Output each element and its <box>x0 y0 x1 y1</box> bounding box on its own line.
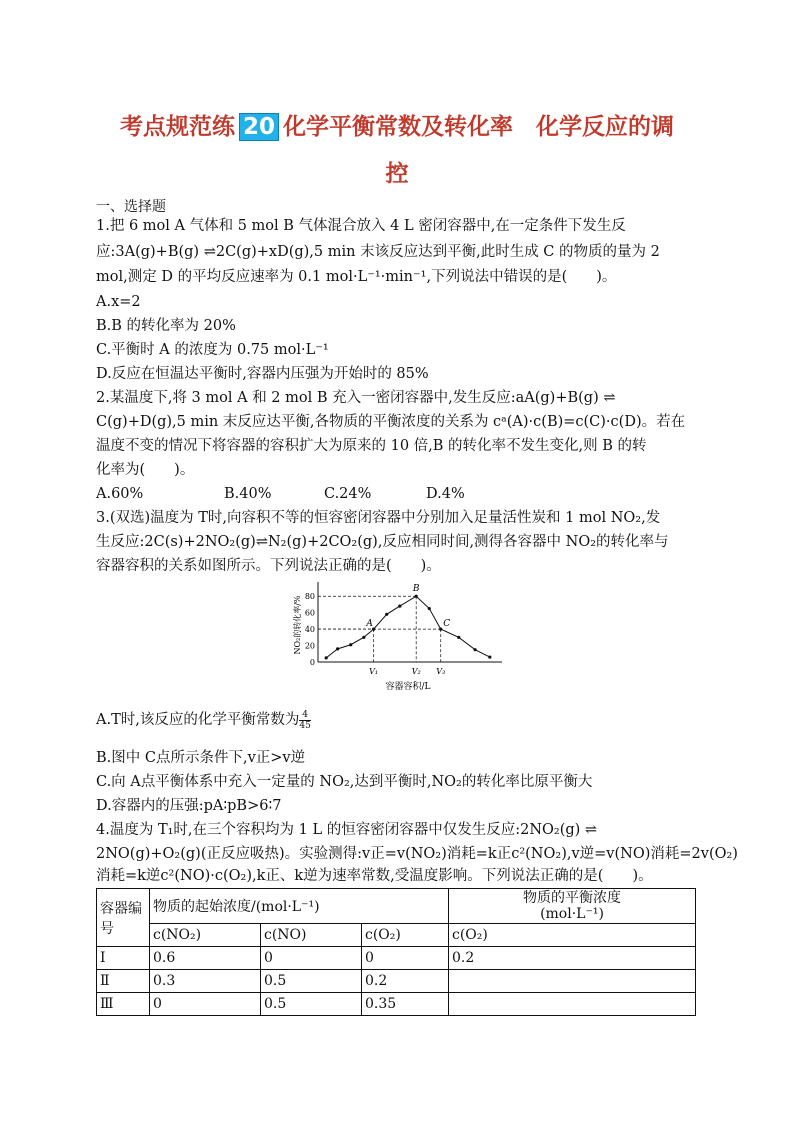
y-tick-label: 40 <box>304 625 315 635</box>
table-subheader: c(NO) <box>261 924 362 947</box>
table-subheader: c(O₂) <box>449 924 696 947</box>
fraction: $\frac{4}{45}$ <box>299 709 311 731</box>
q3-option: B.图中 C点所示条件下,v正>v逆 <box>96 750 306 766</box>
point-label: B <box>412 584 420 595</box>
q1-option: B.B 的转化率为 20% <box>96 318 236 334</box>
q3-line: 生反应:2C(s)+2NO₂(g)⇌N₂(g)+2CO₂(g),反应相同时间,测得各容器中 NO₂的转化率与 <box>96 534 669 550</box>
q4-line: 2NO(g)+O₂(g)(正反应吸热)。实验测得:v正=v(NO₂)消耗=k正c²(NO₂),v逆=v(NO)消耗=2v(O₂) <box>96 846 738 862</box>
q1-line: mol,测定 D 的平均反应速率为 0.1 mol·L⁻¹·min⁻¹,下列说法中错误的是( )。 <box>96 269 617 285</box>
point-label: A <box>366 619 373 630</box>
y-tick-label: 80 <box>304 592 315 602</box>
data-point <box>473 648 476 651</box>
q1-option: D.反应在恒温达平衡时,容器内压强为开始时的 85% <box>96 366 429 382</box>
q2-option: A.60% <box>96 486 144 502</box>
q4-line: 消耗=k逆c²(NO)·c(O₂),k正、k逆为速率常数,受温度影响。下列说法正确的是( )。 <box>96 868 653 884</box>
data-point <box>336 647 339 650</box>
y-axis-label: NO₂的转化率/% <box>293 595 302 655</box>
q2-line: 化率为( )。 <box>96 462 195 478</box>
table-row: Ⅲ 0 0.5 0.35 <box>97 993 696 1016</box>
q1-option: C.平衡时 A 的浓度为 0.75 mol·L⁻¹ <box>96 342 329 358</box>
q2-option: D.4% <box>426 486 465 502</box>
data-point <box>325 656 328 659</box>
q2-options <box>96 482 706 506</box>
data-point <box>428 607 431 610</box>
data-point <box>362 636 365 639</box>
y-tick-label: 0 <box>309 658 315 667</box>
table-row: Ⅱ 0.3 0.5 0.2 <box>97 970 696 993</box>
page-title: 考点规范练 20 化学平衡常数及转化率 化学反应的调 <box>119 114 674 140</box>
q2-line: 温度不变的情况下将容器的容积扩大为原来的 10 倍,B 的转化率不发生变化,则 B 的转 <box>96 438 647 454</box>
table-subheader: c(O₂) <box>362 924 449 947</box>
x-tick-label: V₁ <box>369 667 379 676</box>
q3-option: D.容器内的压强:pA∶pB>6∶7 <box>96 798 282 814</box>
conversion-chart <box>288 582 504 692</box>
data-table <box>96 888 696 1016</box>
data-point <box>439 628 442 631</box>
y-tick-label: 20 <box>304 641 315 651</box>
table-subheader: c(NO₂) <box>150 924 261 947</box>
x-tick-label: V₃ <box>436 667 446 676</box>
exercise-number: 20 <box>239 113 279 141</box>
data-point <box>488 655 491 658</box>
data-point <box>398 604 401 607</box>
q2-line: 2.某温度下,将 3 mol A 和 2 mol B 充入一密闭容器中,发生反应:aA(g)+B(g) ⇌ <box>96 390 616 406</box>
x-axis-label: 容器容积/L <box>385 682 431 692</box>
table-row: Ⅰ 0.6 0 0 0.2 <box>97 947 696 970</box>
q1-line: 1.把 6 mol A 气体和 5 mol B 气体混合放入 4 L 密闭容器中,在一定条件下发生反 <box>96 218 626 234</box>
data-point <box>457 636 460 639</box>
q2-option: C.24% <box>324 486 372 502</box>
data-point <box>415 595 418 598</box>
q4-line: 4.温度为 T₁时,在三个容积均为 1 L 的恒容密闭容器中仅发生反应:2NO₂(g) ⇌ <box>96 822 598 838</box>
y-tick-label: 60 <box>304 608 315 618</box>
section-heading: 一、选择题 <box>96 199 166 215</box>
q3-option-a: A.T时,该反应的化学平衡常数为 $\frac{4}{45}$ <box>96 709 311 731</box>
q2-line: C(g)+D(g),5 min 末反应达平衡,各物质的平衡浓度的关系为 cᵃ(A)·c(B)=c(C)·c(D)。若在 <box>96 414 686 430</box>
data-point <box>349 643 352 646</box>
q1-line: 应:3A(g)+B(g) ⇌2C(g)+xD(g),5 min 末该反应达到平衡,此时生成 C 的物质的量为 2 <box>96 244 660 260</box>
table-header: 物质的起始浓度/(mol·L⁻¹) <box>150 889 449 924</box>
table-header: 容器编号 <box>97 889 150 947</box>
q1-option: A.x=2 <box>96 294 141 310</box>
point-label: C <box>443 619 451 630</box>
table-header: 物质的平衡浓度 (mol·L⁻¹) <box>449 889 696 924</box>
q3-line: 容器容积的关系如图所示。下列说法正确的是( )。 <box>96 558 441 574</box>
page-title-cont: 控 <box>385 161 409 187</box>
q3-option: C.向 A点平衡体系中充入一定量的 NO₂,达到平衡时,NO₂的转化率比原平衡大 <box>96 774 593 790</box>
series-line <box>326 596 490 658</box>
q3-line: 3.(双选)温度为 T时,向容积不等的恒容密闭容器中分别加入足量活性炭和 1 mol NO₂,发 <box>96 510 661 526</box>
data-point <box>385 613 388 616</box>
x-tick-label: V₂ <box>411 667 421 676</box>
q2-option: B.40% <box>224 486 272 502</box>
